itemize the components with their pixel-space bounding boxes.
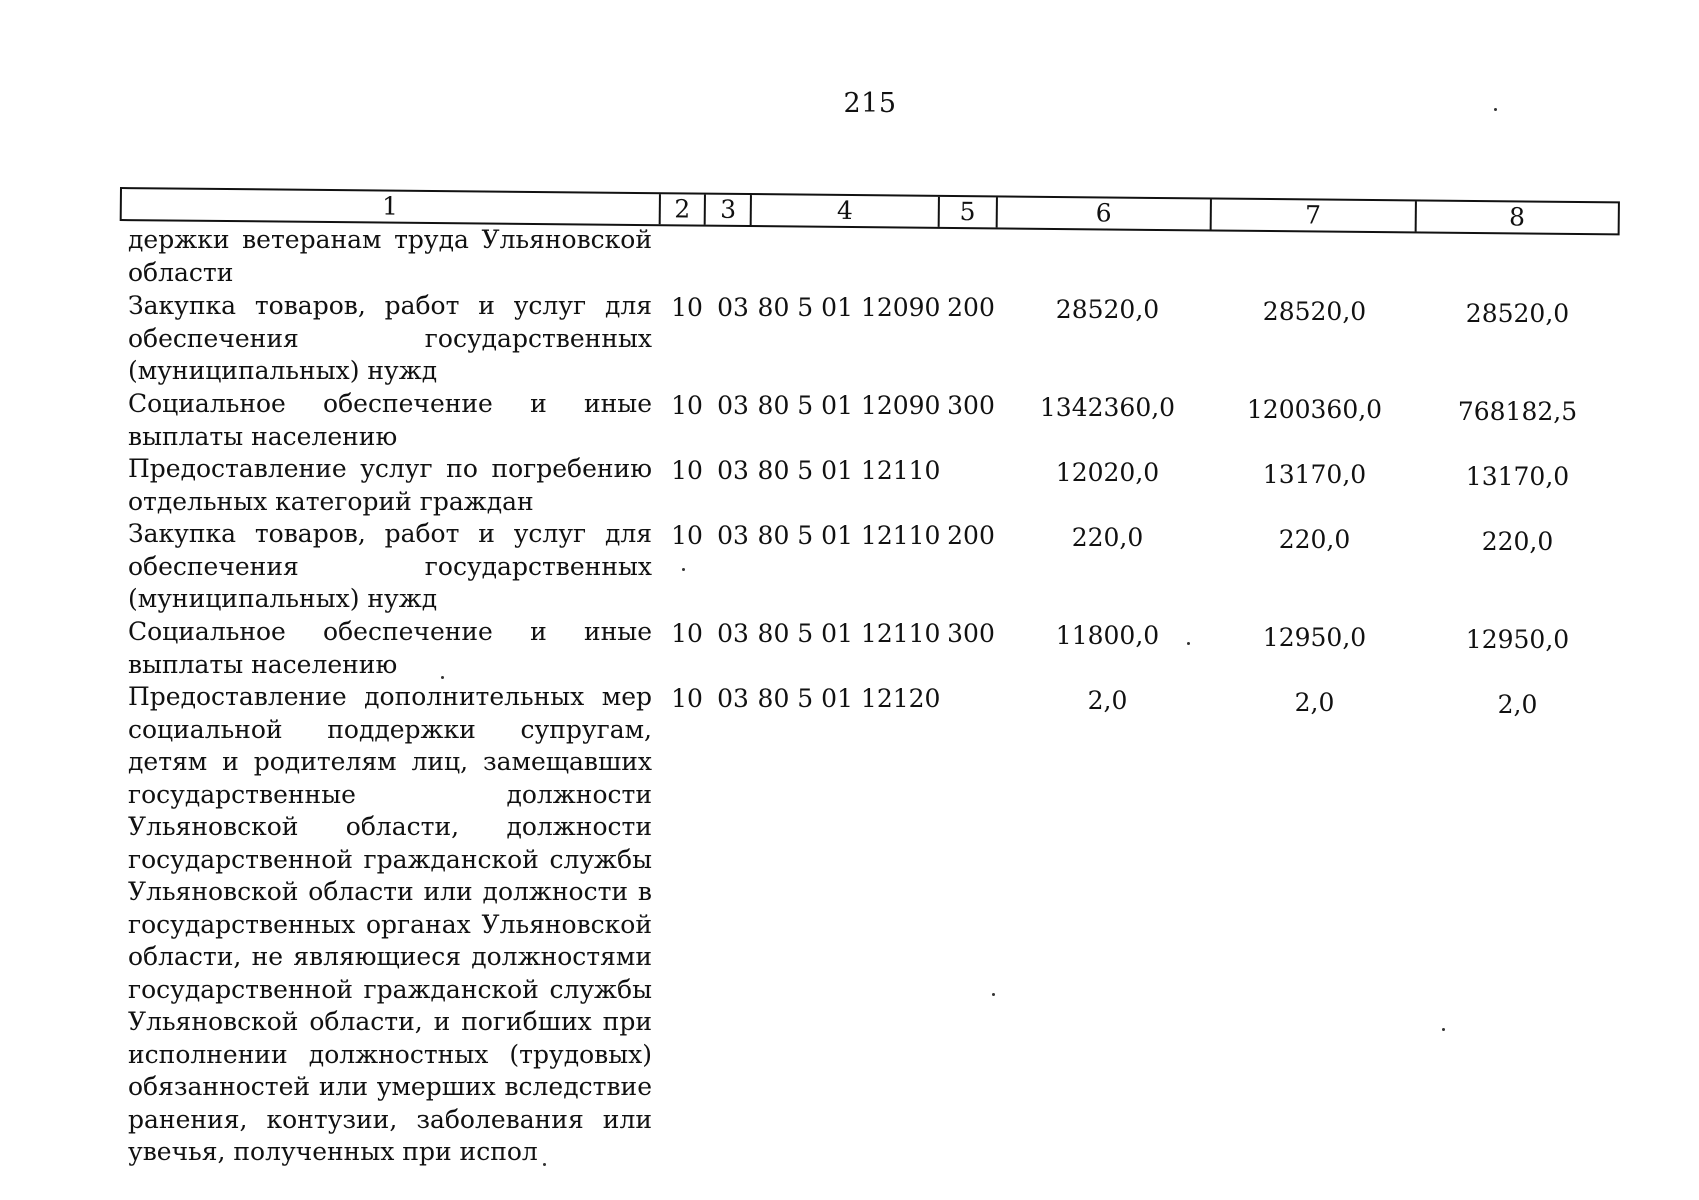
cell-target-code: 80 5 01 12110 xyxy=(757,521,941,550)
header-cell-4: 4 xyxy=(752,195,940,227)
cell-target-code: 80 5 01 12110 xyxy=(757,456,941,485)
scan-speck xyxy=(1187,642,1190,645)
cell-amount-7: 28520,0 xyxy=(1262,297,1367,326)
cell-expense-type: 200 xyxy=(947,521,995,550)
row-description: Закупка товаров, работ и услуг для обеспечения государственных (муниципальных) нужд xyxy=(128,291,652,385)
scan-speck xyxy=(543,1163,546,1166)
cell-amount-6: 220,0 xyxy=(1071,523,1144,552)
cell-amount-7: 12950,0 xyxy=(1262,623,1367,652)
header-cell-8: 8 xyxy=(1508,202,1526,232)
header-cell-1: 1 xyxy=(122,189,661,224)
cell-amount-6: 2,0 xyxy=(1087,686,1128,715)
cell-section: 10 xyxy=(671,293,703,322)
row-description: Предоставление услуг по погребению отдельных категорий граждан xyxy=(128,454,652,516)
cell-amount-6: 11800,0 xyxy=(1055,621,1160,650)
cell-amount-6: 1342360,0 xyxy=(1039,393,1176,422)
cell-section: 10 xyxy=(671,619,703,648)
row-description: Предоставление дополнительных мер социальной поддержки супругам, детям и родителям лиц, замещавших государственные должности Ульяновской области, должности государственной гражданской службы Ульяновской области или должности в государственных органах Ульяновской области, не являющиеся должностями государственной гражданской службы Ульяновской области, и погибших при исполнении должностных (трудовых) обязанностей или умерших вследствие ранения, контузии, заболевания или увечья, полученных при испол xyxy=(128,682,652,1166)
scan-speck xyxy=(682,568,685,571)
cell-target-code: 80 5 01 12090 xyxy=(757,293,941,322)
cell-section: 10 xyxy=(671,521,703,550)
cell-amount-6: 28520,0 xyxy=(1055,295,1160,324)
cell-amount-8: 12950,0 xyxy=(1465,625,1570,654)
cell-target-code: 80 5 01 12090 xyxy=(757,391,941,420)
cell-amount-8: 28520,0 xyxy=(1465,299,1570,328)
scan-speck xyxy=(992,993,995,996)
cell-expense-type: 200 xyxy=(947,293,995,322)
cell-amount-7: 220,0 xyxy=(1278,525,1351,554)
header-cell-3: 3 xyxy=(706,195,752,225)
row-description: Социальное обеспечение и иные выплаты населению xyxy=(128,389,652,451)
cell-subsection: 03 xyxy=(717,619,749,648)
cell-subsection: 03 xyxy=(717,684,749,713)
scan-speck xyxy=(1442,1028,1445,1031)
cell-amount-8: 768182,5 xyxy=(1457,397,1578,426)
row-description: Социальное обеспечение и иные выплаты населению xyxy=(128,617,652,679)
cell-amount-8: 2,0 xyxy=(1497,690,1538,719)
row-description: держки ветеранам труда Ульяновской области xyxy=(128,225,652,287)
cell-target-code: 80 5 01 12120 xyxy=(757,684,941,713)
cell-subsection: 03 xyxy=(717,391,749,420)
cell-subsection: 03 xyxy=(717,521,749,550)
cell-section: 10 xyxy=(671,391,703,420)
scan-speck xyxy=(1494,108,1497,111)
cell-expense-type: 300 xyxy=(947,619,995,648)
cell-subsection: 03 xyxy=(717,293,749,322)
cell-section: 10 xyxy=(671,456,703,485)
cell-target-code: 80 5 01 12110 xyxy=(757,619,941,648)
row-description: Закупка товаров, работ и услуг для обеспечения государственных (муниципальных) нужд xyxy=(128,519,652,613)
cell-amount-7: 13170,0 xyxy=(1262,460,1367,489)
cell-subsection: 03 xyxy=(717,456,749,485)
page-number: 215 xyxy=(843,88,897,119)
cell-amount-7: 2,0 xyxy=(1294,688,1335,717)
header-cell-7: 7 xyxy=(1212,199,1417,231)
cell-section: 10 xyxy=(671,684,703,713)
cell-amount-8: 220,0 xyxy=(1481,527,1554,556)
cell-amount-6: 12020,0 xyxy=(1055,458,1160,487)
cell-expense-type: 300 xyxy=(947,391,995,420)
cell-amount-7: 1200360,0 xyxy=(1246,395,1383,424)
scan-speck xyxy=(441,676,444,679)
header-cell-6: 6 xyxy=(997,197,1212,229)
cell-amount-8: 13170,0 xyxy=(1465,462,1570,491)
header-cell-2: 2 xyxy=(660,194,706,224)
header-cell-5: 5 xyxy=(939,197,997,228)
